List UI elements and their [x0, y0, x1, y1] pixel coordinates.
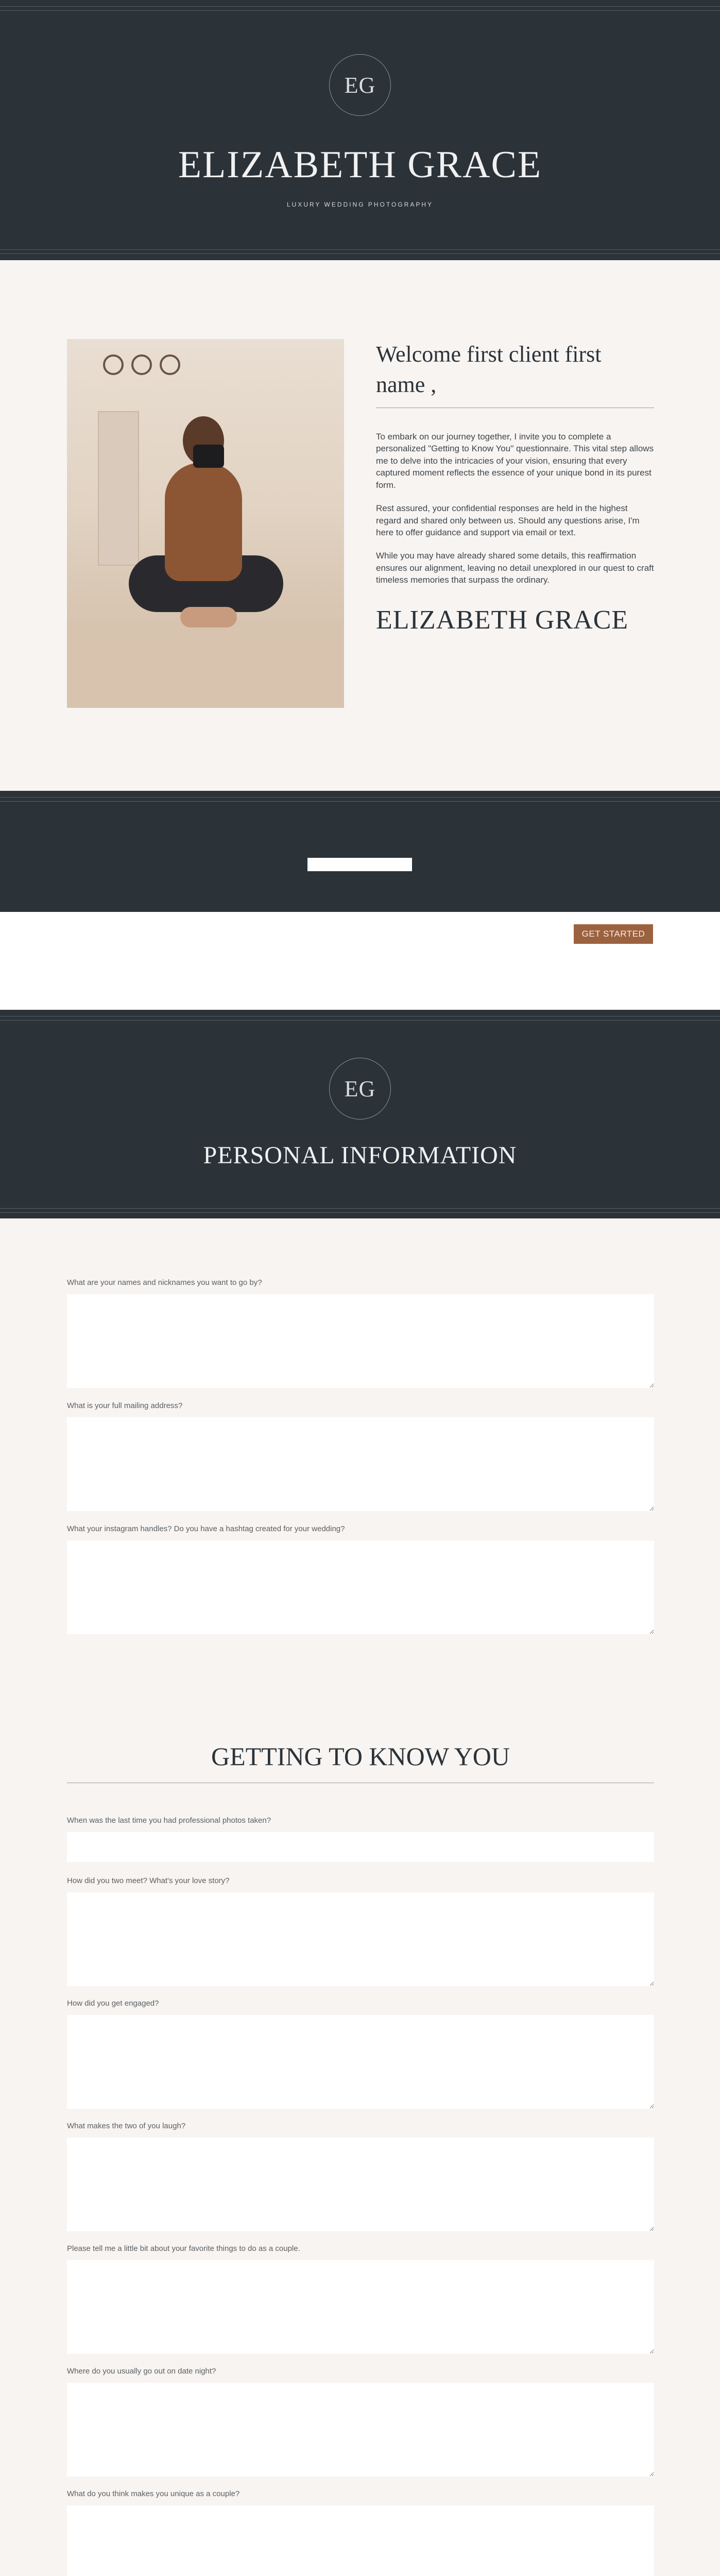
- favorite-things-input[interactable]: [67, 2260, 654, 2354]
- monogram-logo: EG: [329, 54, 391, 116]
- question-block: [67, 1401, 654, 1511]
- photographer-photo: [67, 339, 344, 708]
- brand-tagline: LUXURY WEDDING PHOTOGRAPHY: [286, 201, 434, 208]
- bookshelf: [98, 411, 139, 566]
- personal-info-banner: [0, 1010, 720, 1218]
- wall-hats: [103, 354, 196, 385]
- question-block: [67, 1278, 654, 1388]
- divider-band: [0, 791, 720, 912]
- question-label: What is your full mailing address?: [67, 1401, 183, 1410]
- laugh-input[interactable]: [67, 2138, 654, 2231]
- question-label: Please tell me a little bit about your favorite things to do as a couple.: [67, 2244, 300, 2253]
- unique-input[interactable]: [67, 2505, 654, 2576]
- question-label: How did you get engaged?: [67, 1999, 159, 2008]
- names-input[interactable]: [67, 1294, 654, 1388]
- question-block: [67, 1876, 654, 1986]
- banner-top-rule-inner: [0, 10, 720, 11]
- signature: ELIZABETH GRACE: [376, 605, 629, 635]
- monogram-logo: EG: [329, 1058, 391, 1120]
- welcome-section: [0, 260, 720, 791]
- floor: [67, 628, 344, 708]
- question-label: What your instagram handles? Do you have a hashtag created for your wedding?: [67, 1524, 345, 1533]
- banner-top-rule: [0, 6, 720, 7]
- date-night-input[interactable]: [67, 2383, 654, 2477]
- person-body: [165, 463, 242, 581]
- love-story-input[interactable]: [67, 1892, 654, 1986]
- welcome-paragraph: To embark on our journey together, I invite you to complete a personalized "Getting to Know You" questionnaire. This vital step allows me to delve into the intricacies of your vision, ensuring that every captured moment reflects the essence of your unique bond in its purest form.: [376, 431, 654, 490]
- banner-bottom-rule-inner: [0, 253, 720, 254]
- section-title-getting-to-know: GETTING TO KNOW YOU: [67, 1741, 654, 1783]
- question-label: How did you two meet? What's your love story?: [67, 1876, 230, 1885]
- question-label: Where do you usually go out on date night?: [67, 2367, 216, 2376]
- welcome-title: Welcome first client first name ,: [376, 339, 654, 408]
- question-block: [67, 1816, 654, 1862]
- person-feet: [180, 607, 237, 628]
- question-block: [67, 2489, 654, 2576]
- start-area: [0, 912, 720, 1010]
- hero-banner: [0, 0, 720, 260]
- banner-bottom-rule: [0, 1208, 720, 1209]
- engagement-input[interactable]: [67, 2015, 654, 2109]
- mailing-address-input[interactable]: [67, 1417, 654, 1511]
- question-block: [67, 1524, 654, 1634]
- welcome-paragraph: Rest assured, your confidential responses are held in the highest regard and shared only between us. Should any questions arise, I'm here to offer guidance and support via email or text.: [376, 503, 640, 537]
- get-started-button[interactable]: GET STARTED: [574, 924, 653, 944]
- banner-bottom-rule-inner: [0, 1212, 720, 1213]
- band-top-rule-inner: [0, 801, 720, 802]
- last-photos-input[interactable]: [67, 1832, 654, 1862]
- section-title-personal: PERSONAL INFORMATION: [203, 1142, 517, 1169]
- band-top-rule: [0, 797, 720, 798]
- question-label: What makes the two of you laugh?: [67, 2122, 186, 2130]
- banner-bottom-rule: [0, 249, 720, 250]
- question-block: [67, 1998, 654, 2109]
- question-label: When was the last time you had professional photos taken?: [67, 1816, 271, 1825]
- camera: [193, 445, 224, 468]
- question-block: [67, 2244, 654, 2354]
- progress-bar-placeholder: [307, 858, 412, 871]
- question-block: [67, 2121, 654, 2231]
- welcome-text: [376, 339, 654, 635]
- question-block: [67, 2366, 654, 2477]
- welcome-paragraph: While you may have already shared some details, this reaffirmation ensures our alignment, leaving no detail unexplored in our quest to craft timeless memories that surpass the ordinary.: [376, 551, 654, 585]
- banner-top-rule-inner: [0, 1020, 720, 1021]
- instagram-input[interactable]: [67, 1540, 654, 1634]
- question-label: What are your names and nicknames you want to go by?: [67, 1278, 262, 1287]
- question-label: What do you think makes you unique as a couple?: [67, 2489, 240, 2498]
- brand-title: ELIZABETH GRACE: [178, 144, 542, 186]
